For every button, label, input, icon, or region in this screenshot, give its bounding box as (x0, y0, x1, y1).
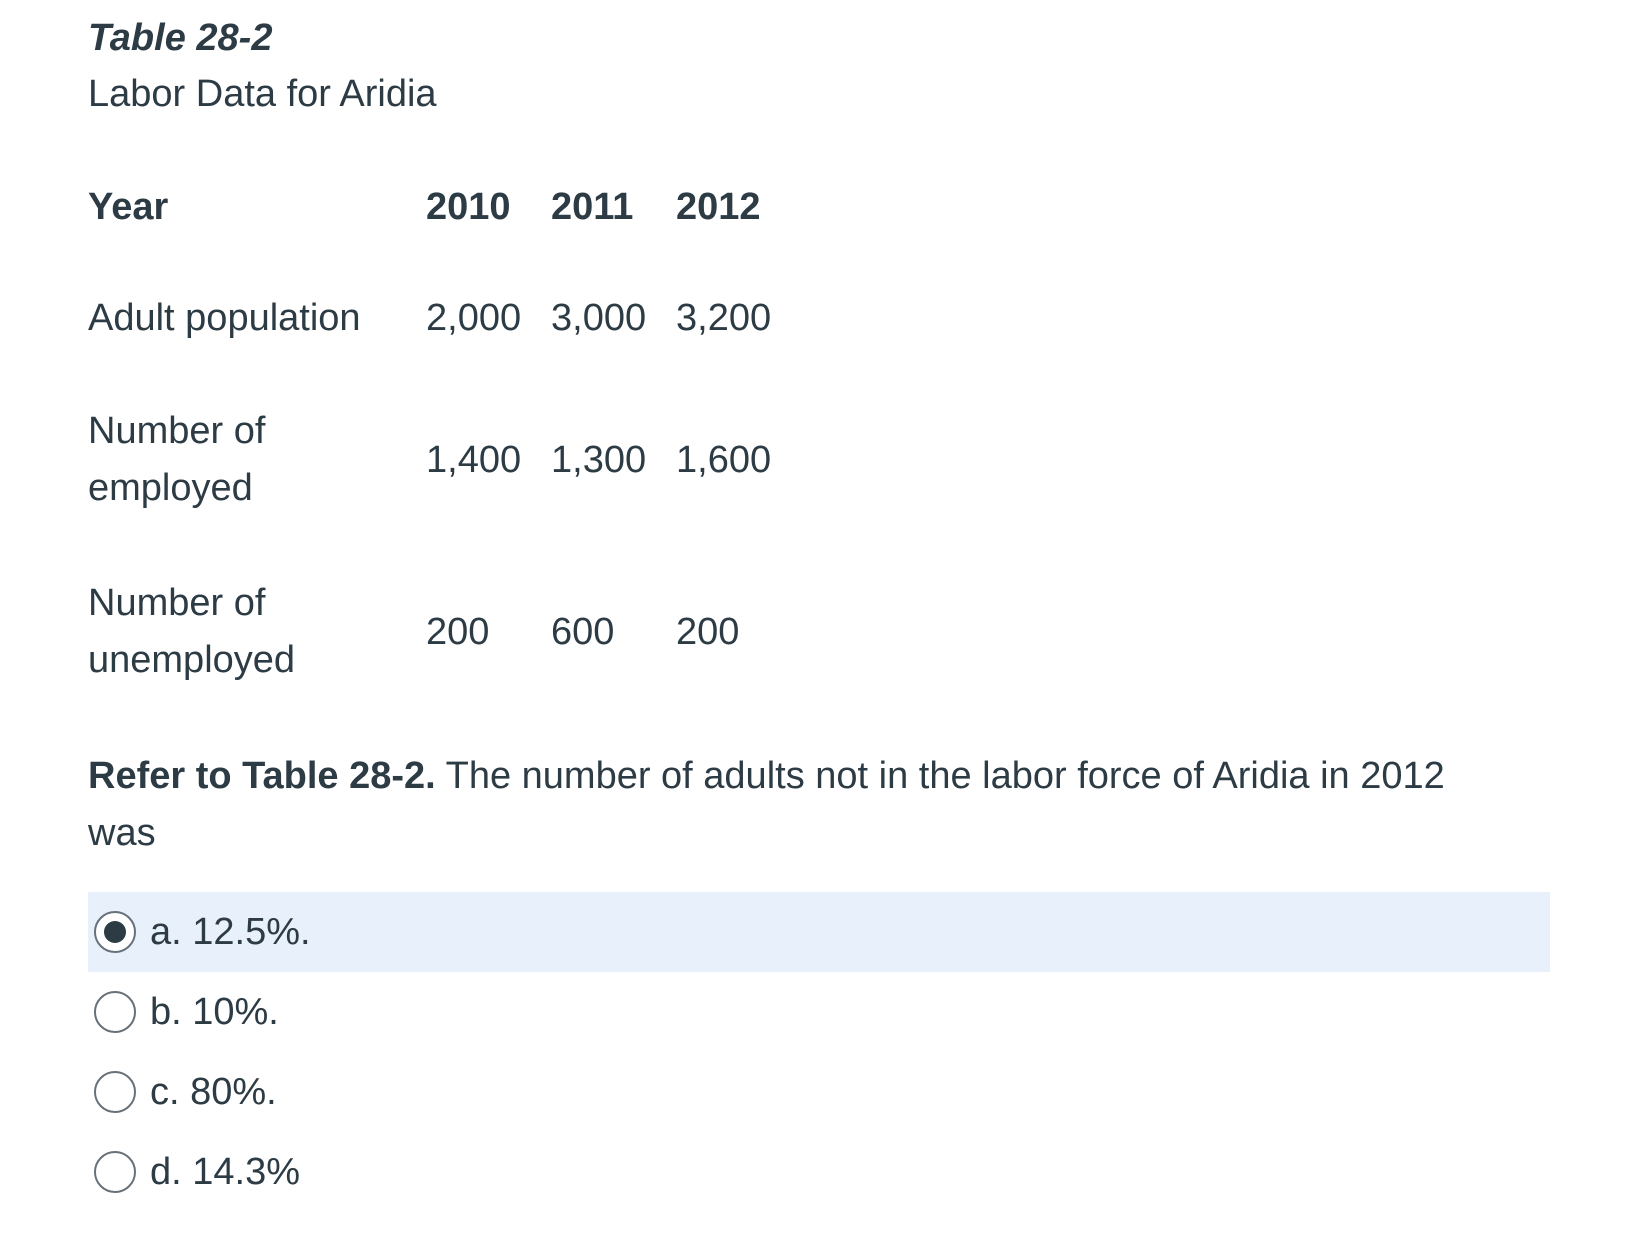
cell-2012: 200 (676, 610, 740, 653)
header-2011: 2011 (551, 185, 634, 228)
question-body: The number of adults not in the labor force of Aridia in 2012 was (88, 755, 1445, 854)
question-text (88, 748, 1488, 862)
row-label (88, 374, 426, 546)
answer-list (88, 892, 1550, 1212)
cell-2010: 1,400 (426, 438, 522, 481)
table-caption-subtitle: Labor Data for Aridia (88, 73, 437, 115)
row-label-line1: Number of (88, 582, 266, 624)
radio-button-icon[interactable] (94, 1151, 136, 1193)
cell-2010: 200 (426, 610, 490, 653)
table-row-adult-population (88, 262, 801, 374)
cell-2011: 3,000 (551, 296, 647, 339)
row-label-line1: Adult population (88, 296, 361, 339)
header-year: Year (88, 185, 169, 228)
cell-2012: 1,600 (676, 438, 772, 481)
answer-label[interactable]: b. 10%. (150, 990, 279, 1033)
answer-option-a[interactable] (88, 892, 1550, 972)
question-lead: Refer to Table 28-2. (88, 755, 436, 797)
table-row-unemployed (88, 546, 801, 718)
answer-option-d[interactable] (88, 1132, 1550, 1212)
cell-2010: 2,000 (426, 296, 522, 339)
table-header-row (88, 152, 801, 262)
answer-label[interactable]: d. 14.3% (150, 1150, 300, 1193)
answer-label[interactable]: a. 12.5%. (150, 910, 311, 953)
row-label (88, 546, 426, 718)
row-label-line1: Number of (88, 410, 266, 452)
row-label-line2: employed (88, 467, 253, 509)
cell-2011: 1,300 (551, 438, 647, 481)
radio-button-icon[interactable] (94, 1071, 136, 1113)
answer-option-c[interactable] (88, 1052, 1550, 1132)
row-label (88, 262, 426, 374)
labor-data-table (88, 152, 801, 718)
table-row-employed (88, 374, 801, 546)
header-2010: 2010 (426, 185, 511, 228)
answer-label[interactable]: c. 80%. (150, 1070, 277, 1113)
header-2012: 2012 (676, 185, 761, 228)
row-label-line2: unemployed (88, 639, 296, 681)
cell-2011: 600 (551, 610, 615, 653)
cell-2012: 3,200 (676, 296, 772, 339)
radio-button-icon[interactable] (94, 991, 136, 1033)
table-caption-title: Table 28-2 (88, 17, 273, 59)
answer-option-b[interactable] (88, 972, 1550, 1052)
radio-button-checked-icon[interactable] (94, 911, 136, 953)
